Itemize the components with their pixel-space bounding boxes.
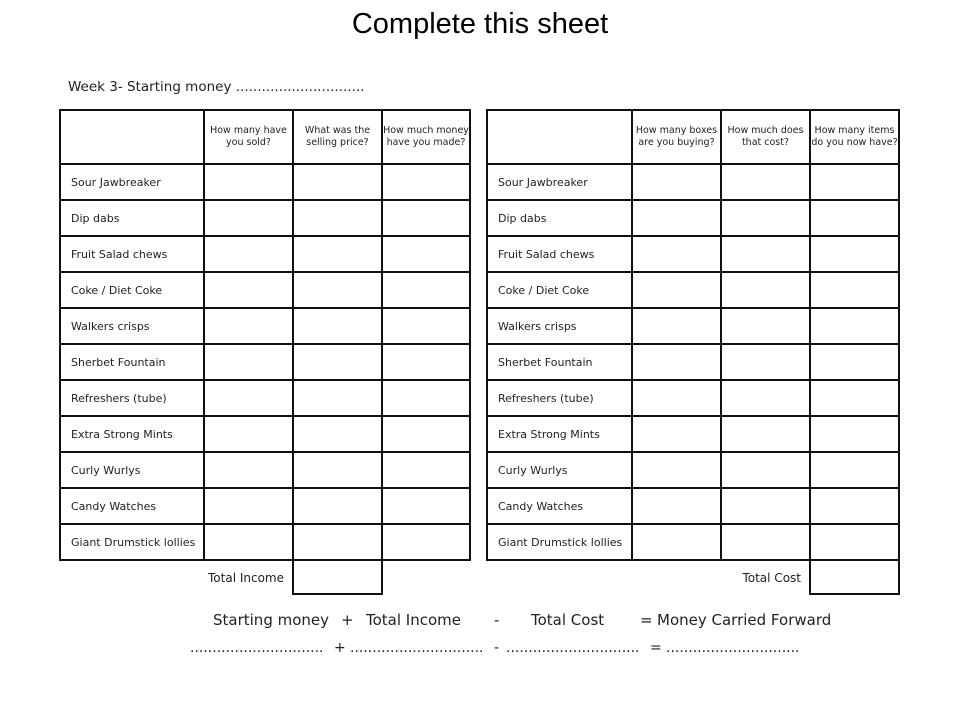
sales-table	[59, 109, 471, 595]
purchases-row	[487, 524, 899, 560]
empty-cell	[632, 560, 721, 594]
purchases-input-cell[interactable]	[810, 524, 899, 560]
blank-total-income[interactable]: ..............................	[350, 640, 484, 656]
week-heading	[68, 79, 364, 95]
purchases-row	[487, 380, 899, 416]
sales-total-row	[60, 560, 470, 594]
item-name: Coke / Diet Coke	[60, 272, 204, 308]
sales-row	[60, 524, 470, 560]
sales-input-cell[interactable]	[293, 344, 382, 380]
sales-input-cell[interactable]	[293, 524, 382, 560]
sales-input-cell[interactable]	[382, 452, 470, 488]
sales-input-cell[interactable]	[293, 488, 382, 524]
item-name: Curly Wurlys	[487, 452, 632, 488]
purchases-input-cell[interactable]	[810, 200, 899, 236]
sales-input-cell[interactable]	[293, 236, 382, 272]
item-name: Refreshers (tube)	[60, 380, 204, 416]
blank-minus: -	[494, 640, 500, 656]
page-title: Complete this sheet	[351, 8, 609, 40]
purchases-input-cell[interactable]	[810, 416, 899, 452]
item-name: Sherbet Fountain	[60, 344, 204, 380]
item-name: Sour Jawbreaker	[487, 164, 632, 200]
corner-cell	[60, 110, 204, 164]
empty-cell	[487, 560, 632, 594]
purchases-total-row	[487, 560, 899, 594]
purchases-input-cell[interactable]	[632, 308, 721, 344]
item-name: Extra Strong Mints	[487, 416, 632, 452]
item-name: Refreshers (tube)	[487, 380, 632, 416]
purchases-input-cell[interactable]	[810, 236, 899, 272]
purchases-row	[487, 452, 899, 488]
sales-input-cell[interactable]	[382, 416, 470, 452]
sales-row	[60, 272, 470, 308]
purchases-input-cell[interactable]	[721, 524, 810, 560]
purchases-input-cell[interactable]	[632, 380, 721, 416]
sales-total-label: Total Income	[208, 570, 284, 585]
item-name: Dip dabs	[487, 200, 632, 236]
purchases-input-cell[interactable]	[810, 488, 899, 524]
purchases-input-cell[interactable]	[632, 272, 721, 308]
purchases-input-cell[interactable]	[721, 344, 810, 380]
purchases-input-cell[interactable]	[721, 380, 810, 416]
column-header-selling-price: What was the selling price?	[293, 110, 382, 164]
purchases-input-cell[interactable]	[632, 452, 721, 488]
purchases-input-cell[interactable]	[721, 416, 810, 452]
sales-input-cell[interactable]	[382, 308, 470, 344]
purchases-table	[486, 109, 900, 595]
column-header-cost: How much does that cost?	[721, 110, 810, 164]
equation-minus: -	[494, 611, 500, 629]
starting-money-blank[interactable]: ..............................	[235, 79, 365, 95]
sales-input-cell[interactable]	[293, 416, 382, 452]
purchases-input-cell[interactable]	[721, 488, 810, 524]
purchases-input-cell[interactable]	[632, 236, 721, 272]
sales-input-cell[interactable]	[382, 344, 470, 380]
item-name: Giant Drumstick lollies	[487, 524, 632, 560]
purchases-row	[487, 164, 899, 200]
purchases-input-cell[interactable]	[810, 380, 899, 416]
sales-input-cell[interactable]	[293, 308, 382, 344]
sales-input-cell[interactable]	[204, 524, 293, 560]
sales-input-cell[interactable]	[382, 272, 470, 308]
sales-input-cell[interactable]	[382, 488, 470, 524]
column-header-sold: How many have you sold?	[204, 110, 293, 164]
purchases-input-cell[interactable]	[721, 236, 810, 272]
sales-input-cell[interactable]	[204, 344, 293, 380]
sales-input-cell[interactable]	[293, 164, 382, 200]
equation-total-income: Total Income	[366, 611, 461, 629]
sales-input-cell[interactable]	[204, 380, 293, 416]
sales-row	[60, 416, 470, 452]
purchases-row	[487, 488, 899, 524]
item-name: Fruit Salad chews	[487, 236, 632, 272]
column-header-money-made: How much money have you made?	[382, 110, 470, 164]
purchases-input-cell[interactable]	[721, 164, 810, 200]
sales-input-cell[interactable]	[204, 416, 293, 452]
purchases-row	[487, 308, 899, 344]
purchases-input-cell[interactable]	[632, 344, 721, 380]
sales-input-cell[interactable]	[293, 452, 382, 488]
item-name: Giant Drumstick lollies	[60, 524, 204, 560]
blank-total-cost[interactable]: ..............................	[506, 640, 640, 656]
sales-input-cell[interactable]	[382, 164, 470, 200]
purchases-input-cell[interactable]	[632, 488, 721, 524]
purchases-input-cell[interactable]	[810, 164, 899, 200]
sales-input-cell[interactable]	[204, 236, 293, 272]
blank-result[interactable]: ..............................	[666, 640, 800, 656]
blank-plus: +	[334, 640, 346, 656]
purchases-input-cell[interactable]	[632, 164, 721, 200]
purchases-row	[487, 344, 899, 380]
item-name: Walkers crisps	[487, 308, 632, 344]
purchases-row	[487, 236, 899, 272]
sales-row	[60, 236, 470, 272]
equation-plus: +	[341, 611, 354, 629]
blank-equals: =	[650, 640, 662, 656]
sales-input-cell[interactable]	[204, 452, 293, 488]
item-name: Coke / Diet Coke	[487, 272, 632, 308]
purchases-input-cell[interactable]	[632, 200, 721, 236]
purchases-input-cell[interactable]	[721, 308, 810, 344]
sales-input-cell[interactable]	[204, 200, 293, 236]
equation-result: Money Carried Forward	[657, 611, 832, 629]
item-name: Sour Jawbreaker	[60, 164, 204, 200]
week-label: Week 3- Starting money	[68, 79, 232, 95]
sales-input-cell[interactable]	[204, 272, 293, 308]
sales-input-cell[interactable]	[293, 380, 382, 416]
equation-equals: =	[640, 611, 653, 629]
sales-row	[60, 488, 470, 524]
purchases-input-cell[interactable]	[810, 308, 899, 344]
sales-row	[60, 164, 470, 200]
sales-row	[60, 344, 470, 380]
sales-row	[60, 308, 470, 344]
purchases-row	[487, 416, 899, 452]
sales-input-cell[interactable]	[382, 380, 470, 416]
empty-cell	[382, 560, 470, 594]
sales-header-row	[60, 110, 470, 164]
sales-total-cell[interactable]	[293, 560, 382, 594]
sales-input-cell[interactable]	[382, 200, 470, 236]
purchases-input-cell[interactable]	[810, 344, 899, 380]
column-header-items-now: How many items do you now have?	[810, 110, 899, 164]
corner-cell	[487, 110, 632, 164]
sales-input-cell[interactable]	[204, 488, 293, 524]
sales-input-cell[interactable]	[382, 236, 470, 272]
purchases-total-label: Total Cost	[742, 570, 801, 585]
sales-input-cell[interactable]	[204, 164, 293, 200]
purchases-input-cell[interactable]	[810, 272, 899, 308]
column-header-boxes-buying: How many boxes are you buying?	[632, 110, 721, 164]
purchases-input-cell[interactable]	[721, 200, 810, 236]
sales-input-cell[interactable]	[204, 308, 293, 344]
purchases-row	[487, 200, 899, 236]
sales-row	[60, 452, 470, 488]
purchases-input-cell[interactable]	[721, 452, 810, 488]
sales-input-cell[interactable]	[382, 524, 470, 560]
item-name: Dip dabs	[60, 200, 204, 236]
purchases-input-cell[interactable]	[721, 272, 810, 308]
sales-row	[60, 200, 470, 236]
item-name: Candy Watches	[60, 488, 204, 524]
item-name: Candy Watches	[487, 488, 632, 524]
sales-input-cell[interactable]	[293, 272, 382, 308]
sales-input-cell[interactable]	[293, 200, 382, 236]
equation-starting-money: Starting money	[213, 611, 330, 629]
purchases-total-cell[interactable]	[810, 560, 899, 594]
item-name: Fruit Salad chews	[60, 236, 204, 272]
purchases-input-cell[interactable]	[810, 452, 899, 488]
item-name: Walkers crisps	[60, 308, 204, 344]
item-name: Sherbet Fountain	[487, 344, 632, 380]
purchases-header-row	[487, 110, 899, 164]
purchases-input-cell[interactable]	[632, 524, 721, 560]
item-name: Extra Strong Mints	[60, 416, 204, 452]
blank-starting-money[interactable]: ..............................	[190, 640, 324, 656]
equation-total-cost: Total Cost	[531, 611, 605, 629]
empty-cell	[60, 560, 204, 594]
sales-row	[60, 380, 470, 416]
purchases-row	[487, 272, 899, 308]
item-name: Curly Wurlys	[60, 452, 204, 488]
purchases-input-cell[interactable]	[632, 416, 721, 452]
